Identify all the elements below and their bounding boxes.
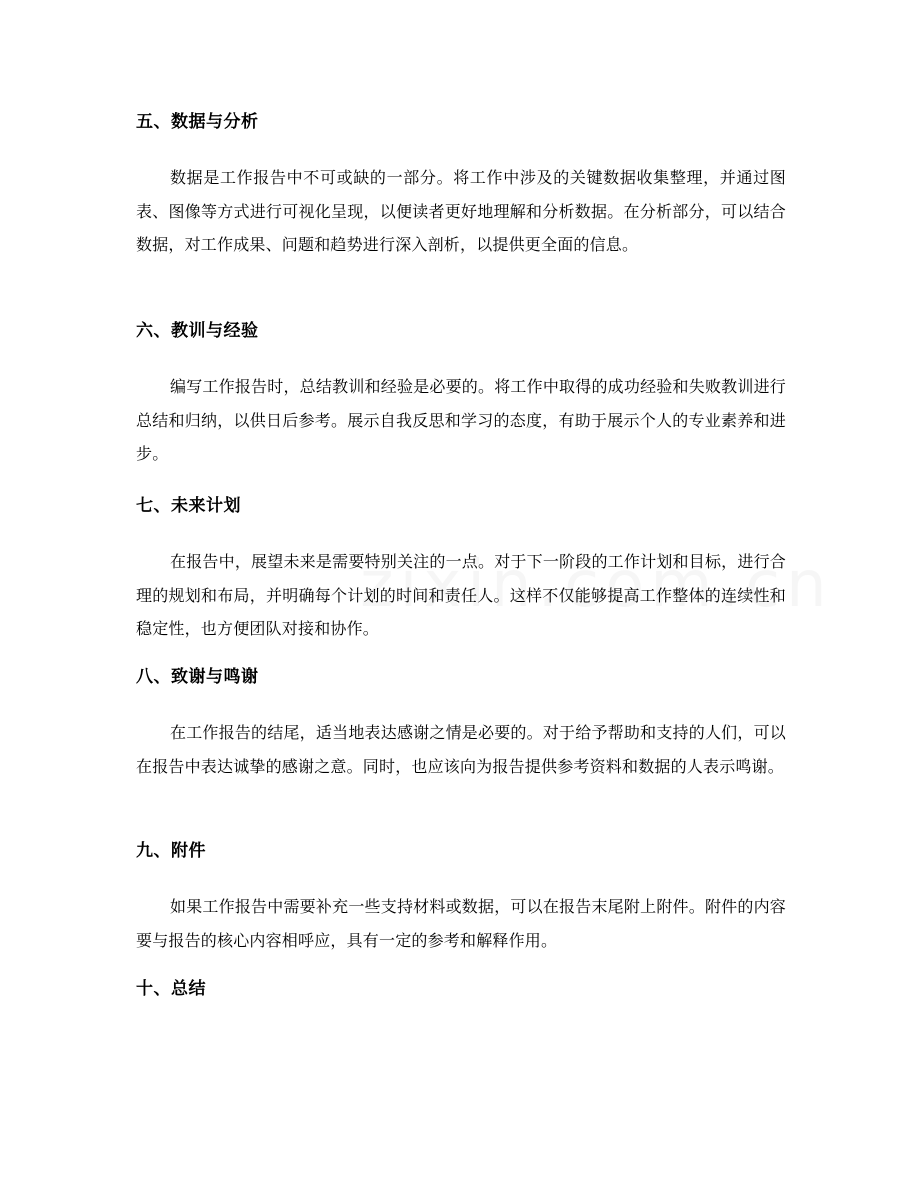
section-body: 数据是工作报告中不可或缺的一部分。将工作中涉及的关键数据收集整理，并通过图表、图像等方式进行可视化呈现，以便读者更好地理解和分析数据。在分析部分，可以结合数据，对工作成果、问题和趋势进行深入剖析，以提供更全面的信息。: [136, 168, 786, 254]
section-heading: 七、未来计划: [136, 496, 241, 516]
section-acknowledgements: [136, 665, 786, 783]
section-summary: [136, 977, 786, 1001]
section-body: 编写工作报告时，总结教训和经验是必要的。将工作中取得的成功经验和失败教训进行总结和归纳，以供日后参考。展示自我反思和学习的态度，有助于展示个人的专业素养和进步。: [136, 377, 786, 463]
section-heading: 六、教训与经验: [136, 321, 259, 341]
section-lessons-experience: [136, 319, 786, 471]
section-future-plan: [136, 494, 786, 646]
section-body: 如果工作报告中需要补充一些支持材料或数据，可以在报告末尾附上附件。附件的内容要与报告的核心内容相呼应，具有一定的参考和解释作用。: [136, 897, 786, 950]
section-heading: 九、附件: [136, 841, 206, 861]
section-heading: 八、致谢与鸣谢: [136, 667, 259, 687]
section-attachments: [136, 839, 786, 957]
section-heading: 五、数据与分析: [136, 112, 259, 132]
section-data-analysis: [136, 110, 786, 262]
section-body: 在工作报告的结尾，适当地表达感谢之情是必要的。对于给予帮助和支持的人们，可以在报告中表达诚挚的感谢之意。同时，也应该向为报告提供参考资料和数据的人表示鸣谢。: [136, 723, 786, 776]
section-heading: 十、总结: [136, 979, 206, 999]
section-body: 在报告中，展望未来是需要特别关注的一点。对于下一阶段的工作计划和目标，进行合理的规划和布局，并明确每个计划的时间和责任人。这样不仅能够提高工作整体的连续性和稳定性，也方便团队对接和协作。: [136, 552, 786, 638]
